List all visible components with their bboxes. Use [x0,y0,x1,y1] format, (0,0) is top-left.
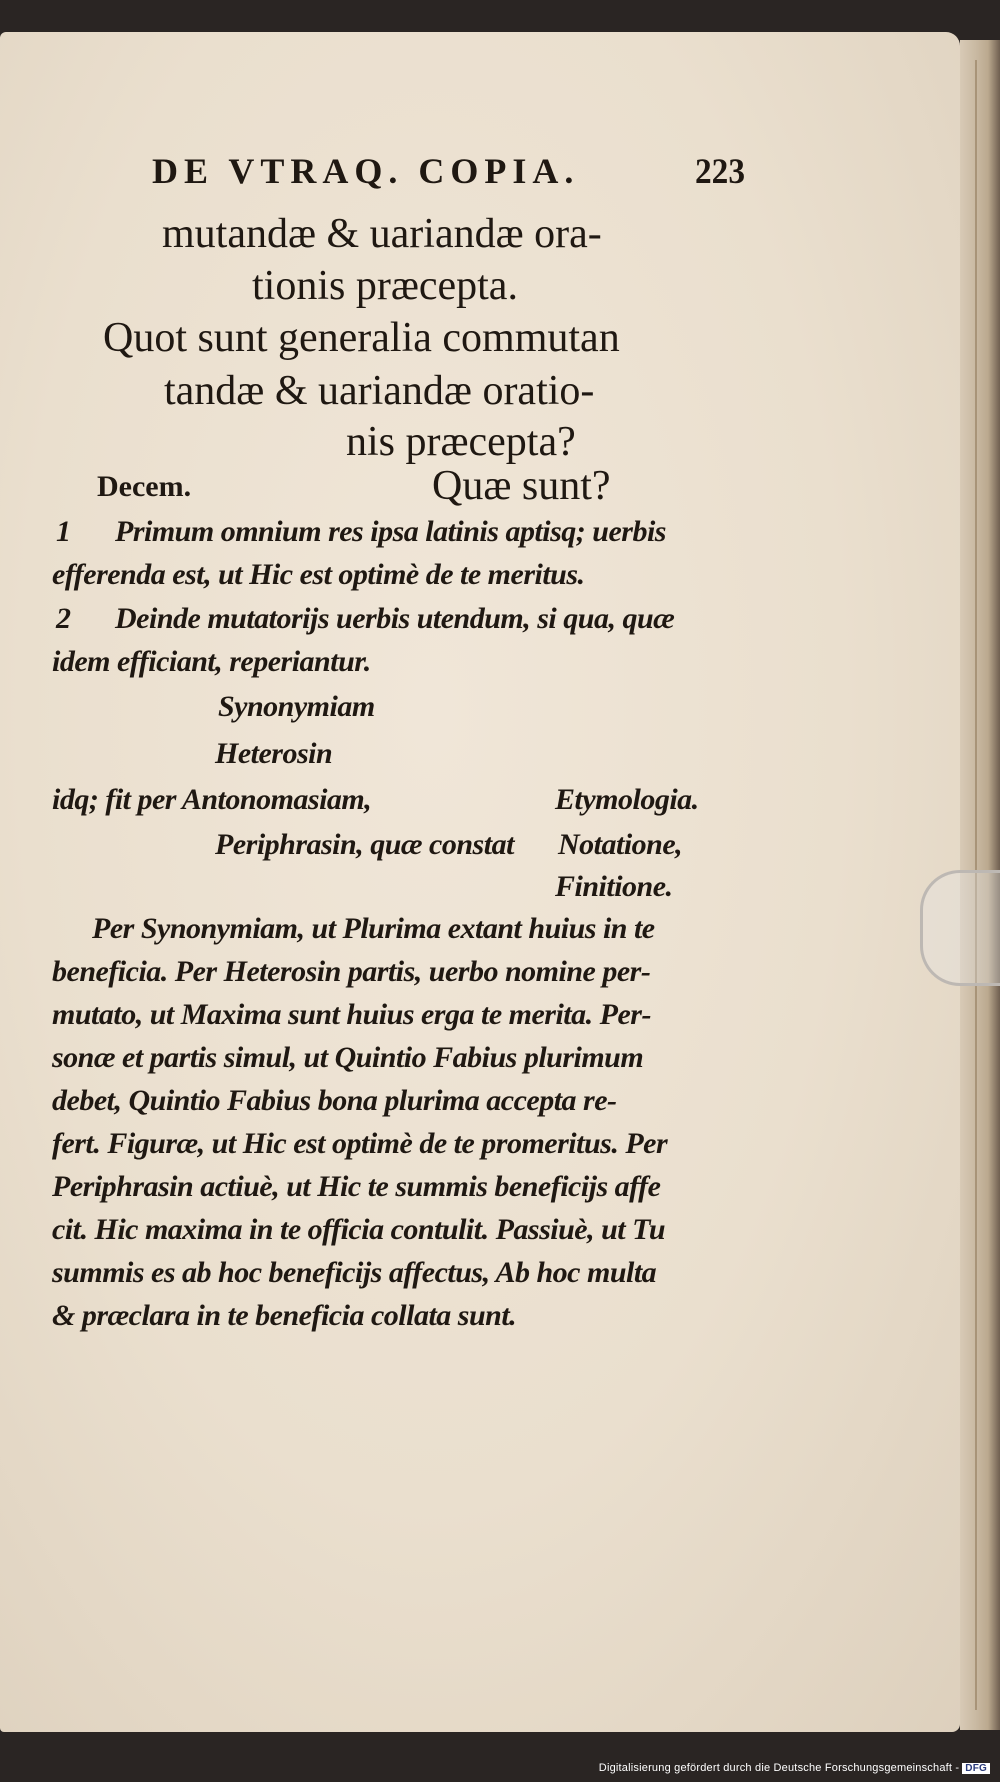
scheme-etymologia: Etymologia. [555,783,699,816]
credit-text: Digitalisierung gefördert durch die Deutsche Forschungsgemeinschaft - [598,1762,960,1774]
body-line-9: summis es ab hoc beneficijs affectus, Ab hoc multa [52,1256,657,1289]
rule1-number: 1 [56,515,71,548]
scheme-heterosis: Heterosin [215,737,333,770]
page-number: 223 [695,151,746,191]
answer-quae-sunt: Quæ sunt? [432,463,611,509]
scheme-finitione: Finitione. [555,870,673,903]
dfg-logo: DFG [962,1763,990,1774]
body-line-5: debet, Quintio Fabius bona plurima accepta re- [52,1084,617,1117]
footer-bar [0,1736,1000,1782]
rule2-line1: Deinde mutatorijs uerbis utendum, si qua, quæ [115,602,675,635]
scheme-idq: idq; fit per Antonomasiam, [52,783,372,816]
body-line-7: Periphrasin actiuè, ut Hic te summis beneficijs affe [52,1170,661,1203]
rule1-line2: efferenda est, ut Hic est optimè de te meritus. [52,558,585,591]
question-line-2: tandæ & uariandæ oratio- [164,368,595,414]
body-line-2: beneficia. Per Heterosin partis, uerbo nomine per- [52,955,651,988]
page-clip [920,870,1000,986]
body-line-6: fert. Figuræ, ut Hic est optimè de te promeritus. Per [52,1127,668,1160]
title-line-2: tionis præcepta. [252,263,518,309]
scheme-synonymia: Synonymiam [218,690,375,723]
body-line-1: Per Synonymiam, ut Plurima extant huius in te [92,912,655,945]
body-line-10: & præclara in te beneficia collata sunt. [52,1299,517,1332]
digitization-credit [599,1762,990,1774]
body-line-4: sonæ et partis simul, ut Quintio Fabius plurimum [52,1041,644,1074]
rule2-number: 2 [56,602,71,635]
body-line-8: cit. Hic maxima in te officia contulit. Passiuè, ut Tu [52,1213,666,1246]
rule2-line2: idem efficiant, reperiantur. [52,645,371,678]
title-line-1: mutandæ & uariandæ ora- [162,211,602,257]
running-title: DE VTRAQ. COPIA. [152,151,580,191]
question-line-3: nis præcepta? [346,419,576,465]
rule1-line1: Primum omnium res ipsa latinis aptisq; uerbis [115,515,666,548]
body-line-3: mutato, ut Maxima sunt huius erga te merita. Per- [52,998,651,1031]
scheme-periphrasis: Periphrasin, quæ constat [215,828,514,861]
question-line-1: Quot sunt generalia commutan [103,315,620,361]
scheme-notatione: Notatione, [558,828,683,861]
answer-decem: Decem. [97,470,192,503]
